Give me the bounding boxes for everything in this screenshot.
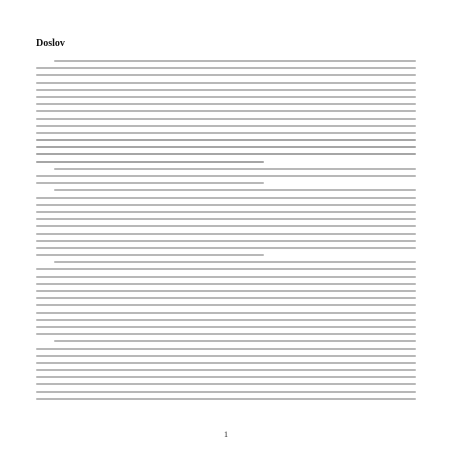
text-line — [36, 304, 416, 306]
text-line — [36, 67, 416, 69]
text-line — [36, 355, 416, 357]
text-line — [36, 182, 264, 184]
page-number: 1 — [224, 430, 228, 439]
text-line — [36, 132, 416, 134]
text-line — [36, 204, 416, 206]
text-line — [36, 103, 416, 105]
text-line — [36, 233, 416, 235]
text-line — [54, 261, 416, 263]
text-line — [36, 125, 416, 127]
text-line — [36, 348, 416, 350]
text-line — [36, 110, 416, 112]
text-line — [36, 283, 416, 285]
text-line — [36, 74, 416, 76]
body-text-block — [36, 60, 416, 405]
text-line — [36, 383, 416, 385]
text-line — [36, 319, 416, 321]
text-line — [36, 276, 416, 278]
text-line — [36, 225, 416, 227]
text-line — [36, 89, 416, 91]
text-line — [54, 340, 416, 342]
text-line — [36, 211, 416, 213]
text-line — [36, 254, 264, 256]
text-line — [36, 161, 264, 163]
text-line — [36, 197, 416, 199]
text-line — [36, 391, 416, 393]
text-line — [36, 240, 416, 242]
text-line — [54, 189, 416, 191]
text-line — [36, 153, 416, 155]
text-line — [36, 218, 416, 220]
text-line — [36, 362, 416, 364]
text-line — [36, 96, 416, 98]
text-line — [36, 312, 416, 314]
text-line — [36, 247, 416, 249]
text-line — [36, 146, 416, 148]
text-line — [36, 326, 416, 328]
text-line — [36, 398, 416, 400]
text-line — [36, 290, 416, 292]
text-line — [36, 333, 416, 335]
text-line — [36, 118, 416, 120]
text-line — [36, 82, 416, 84]
text-line — [36, 139, 416, 141]
page-heading: Doslov — [36, 38, 65, 49]
text-line — [54, 60, 416, 62]
text-line — [36, 376, 416, 378]
text-line — [36, 175, 416, 177]
text-line — [36, 369, 416, 371]
text-line — [36, 297, 416, 299]
text-line — [36, 268, 416, 270]
text-line — [54, 168, 416, 170]
